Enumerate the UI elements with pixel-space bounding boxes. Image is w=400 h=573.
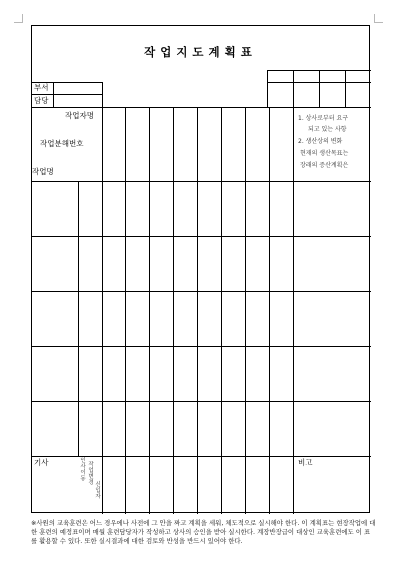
note-line: 되고 있는 사항 — [308, 126, 347, 133]
remarks-right-label: 비고 — [298, 458, 313, 467]
crop-mark-top-left — [14, 14, 23, 23]
column-line — [125, 107, 126, 514]
remarks-left-label: 기사 — [34, 458, 49, 467]
work-title-label: 작업명 — [32, 167, 54, 176]
footer-note: ※사원의 교육훈련은 어느 경우에나 사전에 그 안을 짜고 계획을 세워, 체도적으로 실시해야 한다. 이 계획표는 현장작업에 대한 훈련의 예정표이며 매월 훈련담당자가 작성하고 상사의 승인을 받아 실시한다. 계장반장급이 대상인 교육훈련에도 이 표를 활용할 수 있다. 또한 실시결과에 대한 검토와 반성을 반드시 있어야 한다. — [31, 519, 376, 545]
column-line — [293, 107, 294, 514]
note-line: 2. 생산상의 변화 — [298, 138, 343, 145]
crop-mark-top-right — [374, 14, 383, 23]
row-line — [32, 181, 371, 182]
column-line — [197, 107, 198, 514]
column-line — [149, 107, 150, 514]
work-number-label: 작업분해번호 — [40, 139, 84, 148]
column-line — [173, 107, 174, 514]
approval-box-divider — [345, 70, 346, 107]
approval-box-divider — [293, 70, 294, 107]
approval-box-divider — [267, 70, 268, 107]
dept-row-bottom-line — [32, 94, 102, 95]
dept-value-divider — [102, 82, 103, 107]
row-line — [32, 346, 371, 347]
dept-label-divider — [53, 82, 54, 107]
approval-box-divider — [319, 70, 320, 107]
vertical-label: 작업변경 — [88, 462, 94, 487]
column-line — [221, 107, 222, 514]
manager-label: 담당 — [34, 96, 49, 105]
dept-label: 부서 — [34, 83, 49, 92]
form-title: 작업지도계획표 — [144, 45, 257, 59]
note-line: 장래의 증산계획은 — [300, 162, 349, 169]
row-line — [32, 401, 371, 402]
note-line: 현재의 생산목표는 — [300, 150, 349, 157]
row-line — [32, 236, 371, 237]
vertical-label: 신입자 — [95, 482, 101, 501]
planning-form — [31, 25, 370, 513]
row-line — [32, 456, 371, 457]
row-line — [32, 291, 371, 292]
table-top-line — [32, 107, 371, 108]
vertical-label: 인사이동 — [80, 458, 86, 483]
column-line — [102, 107, 103, 514]
column-line — [245, 107, 246, 514]
column-line — [269, 107, 270, 514]
column-line — [78, 181, 79, 456]
work-name-label: 작업자명 — [65, 111, 94, 120]
note-line: 1. 상사로부터 요구 — [298, 115, 349, 122]
